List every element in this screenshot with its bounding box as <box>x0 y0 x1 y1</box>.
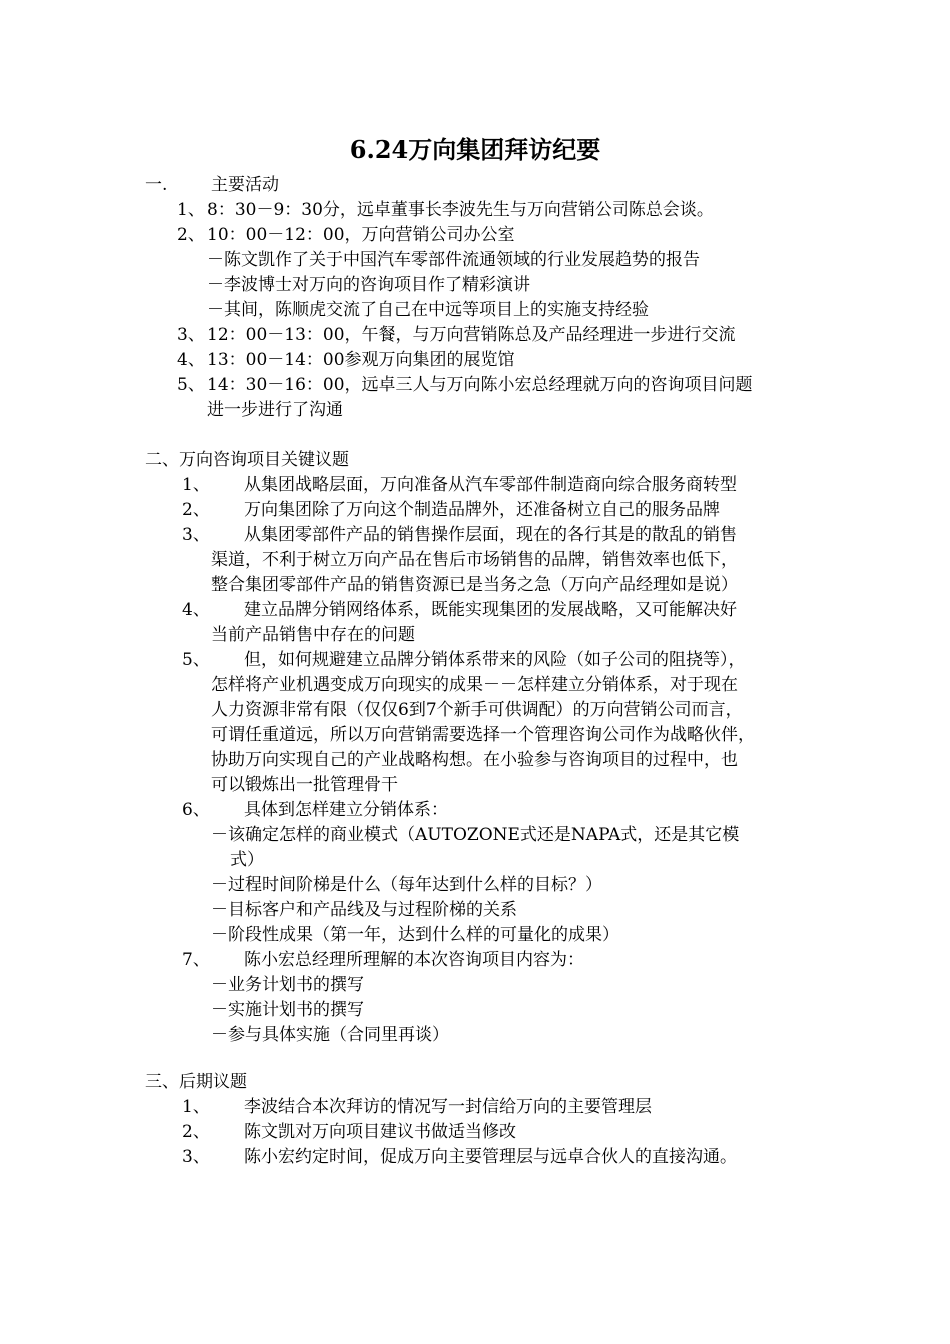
section-number: 一. <box>145 175 168 195</box>
list-item <box>0 948 950 973</box>
list-item <box>0 648 950 673</box>
item-text: 14：30－16：00，远卓三人与万向陈小宏总经理就万向的咨询项目问题 <box>207 375 753 395</box>
item-number: 5、 <box>182 650 210 670</box>
item-number: 2、 <box>182 500 210 520</box>
item-number: 3、 <box>177 325 205 345</box>
sub-item: －阶段性成果（第一年，达到什么样的可量化的成果） <box>211 925 619 945</box>
item-number: 4、 <box>177 350 205 370</box>
item-number: 1、 <box>177 200 205 220</box>
item-number: 3、 <box>182 1147 210 1167</box>
list-item <box>0 1120 950 1145</box>
section-title: 主要活动 <box>211 175 279 195</box>
item-continuation: 协助万向实现自己的产业战略构想。在小验参与咨询项目的过程中，也 <box>211 750 738 770</box>
list-item <box>0 798 950 823</box>
sub-item: －参与具体实施（合同里再谈） <box>211 1025 449 1045</box>
sub-item-continuation: 式） <box>230 850 264 870</box>
section-heading <box>0 173 950 198</box>
item-number: 1、 <box>182 475 210 495</box>
item-continuation: 可以锻炼出一批管理骨干 <box>211 775 398 795</box>
item-continuation: 人力资源非常有限（仅仅6到7个新手可供调配）的万向营销公司而言， <box>211 700 743 720</box>
sub-item: －过程时间阶梯是什么（每年达到什么样的目标？） <box>211 875 602 895</box>
list-item <box>0 1145 950 1170</box>
sub-item: －目标客户和产品线及与过程阶梯的关系 <box>211 900 517 920</box>
sub-item: －业务计划书的撰写 <box>211 975 364 995</box>
list-item <box>0 1095 950 1120</box>
sub-item: －陈文凯作了关于中国汽车零部件流通领域的行业发展趋势的报告 <box>207 250 700 270</box>
section-heading: 二、万向咨询项目关键议题 <box>145 450 349 470</box>
section-heading: 三、后期议题 <box>145 1072 247 1092</box>
item-continuation: 可谓任重道远，所以万向营销需要选择一个管理咨询公司作为战略伙伴， <box>211 725 755 745</box>
item-text: 10：00－12：00，万向营销公司办公室 <box>207 225 515 245</box>
sub-item: －其间，陈顺虎交流了自己在中远等项目上的实施支持经验 <box>207 300 649 320</box>
item-text: 但，如何规避建立品牌分销体系带来的风险（如子公司的阻挠等）， <box>244 650 746 670</box>
item-text: 具体到怎样建立分销体系： <box>244 800 448 820</box>
section-follow-up <box>0 1070 950 1170</box>
item-text: 13：00－14：00参观万向集团的展览馆 <box>207 350 515 370</box>
section-key-issues <box>0 448 950 1048</box>
item-text: 从集团零部件产品的销售操作层面，现在的各行其是的散乱的销售 <box>244 525 737 545</box>
sub-item: －该确定怎样的商业模式（AUTOZONE式还是NAPA式，还是其它模 <box>211 825 740 845</box>
list-item <box>0 498 950 523</box>
list-item <box>0 323 950 348</box>
list-item <box>0 523 950 548</box>
list-item <box>0 373 950 398</box>
item-number: 4、 <box>182 600 210 620</box>
item-number: 7、 <box>182 950 210 970</box>
item-number: 6、 <box>182 800 210 820</box>
list-item <box>0 473 950 498</box>
item-number: 5、 <box>177 375 205 395</box>
item-text: 8：30－9：30分，远卓董事长李波先生与万向营销公司陈总会谈。 <box>207 200 714 220</box>
item-text: 建立品牌分销网络体系，既能实现集团的发展战略，又可能解决好 <box>244 600 737 620</box>
list-item <box>0 223 950 248</box>
item-number: 1、 <box>182 1097 210 1117</box>
item-number: 2、 <box>182 1122 210 1142</box>
item-number: 2、 <box>177 225 205 245</box>
item-number: 3、 <box>182 525 210 545</box>
item-continuation: 进一步进行了沟通 <box>207 400 343 420</box>
item-text: 陈小宏约定时间，促成万向主要管理层与远卓合伙人的直接沟通。 <box>244 1147 737 1167</box>
item-text: 万向集团除了万向这个制造品牌外，还准备树立自己的服务品牌 <box>244 500 720 520</box>
item-text: 从集团战略层面，万向准备从汽车零部件制造商向综合服务商转型 <box>244 475 737 495</box>
item-continuation: 整合集团零部件产品的销售资源已是当务之急（万向产品经理如是说） <box>211 575 738 595</box>
document-title: 6.24万向集团拜访纪要 <box>349 135 601 164</box>
sub-item: －实施计划书的撰写 <box>211 1000 364 1020</box>
item-continuation: 渠道，不利于树立万向产品在售后市场销售的品牌，销售效率也低下， <box>211 550 738 570</box>
list-item <box>0 598 950 623</box>
list-item <box>0 348 950 373</box>
sub-item: －李波博士对万向的咨询项目作了精彩演讲 <box>207 275 530 295</box>
item-text: 陈小宏总经理所理解的本次咨询项目内容为： <box>244 950 584 970</box>
item-continuation: 当前产品销售中存在的问题 <box>211 625 415 645</box>
item-text: 陈文凯对万向项目建议书做适当修改 <box>244 1122 516 1142</box>
section-main-activities <box>0 173 950 423</box>
item-text: 12：00－13：00，午餐，与万向营销陈总及产品经理进一步进行交流 <box>207 325 736 345</box>
item-text: 李波结合本次拜访的情况写一封信给万向的主要管理层 <box>244 1097 652 1117</box>
item-continuation: 怎样将产业机遇变成万向现实的成果－－怎样建立分销体系，对于现在 <box>211 675 738 695</box>
list-item <box>0 198 950 223</box>
